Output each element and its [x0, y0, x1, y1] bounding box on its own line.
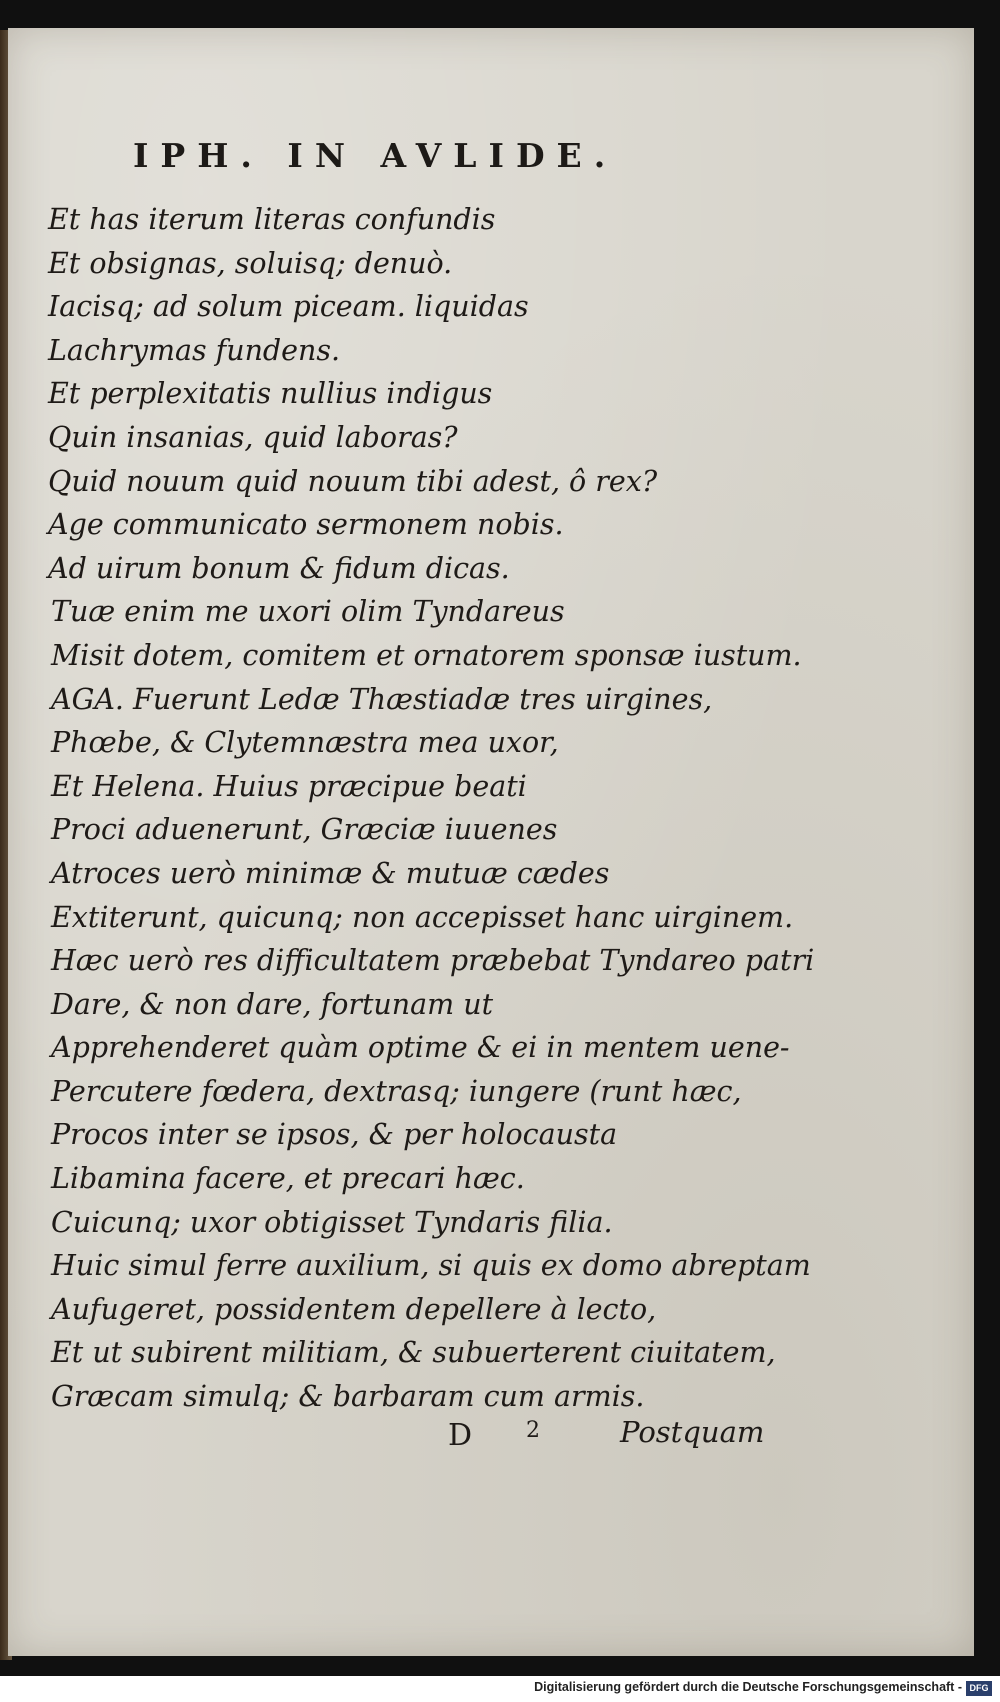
catchword: Postquam	[620, 1415, 765, 1449]
verse-line: Percutere fœdera, dextrasq; iungere (runt hæc,	[51, 1074, 742, 1108]
verse-line: Age communicato sermonem nobis.	[48, 508, 564, 542]
verse-line: Libamina facere, et precari hæc.	[51, 1162, 525, 1196]
dfg-logo: DFG	[966, 1681, 992, 1696]
verse-line: Hæc uerò res difficultatem præbebat Tyndareo patri	[51, 944, 815, 978]
verse-line: Extiterunt, quicunq; non accepisset hanc uirginem.	[51, 900, 794, 934]
verse-line: Quid nouum quid nouum tibi adest, ô rex?	[48, 464, 658, 498]
verse-line: Et has iterum literas confundis	[48, 203, 496, 236]
verse-line: Cuicunq; uxor obtigisset Tyndaris filia.	[51, 1205, 613, 1239]
verse-line: Et obsignas, soluisq; denuò.	[48, 246, 453, 280]
page-number: 2	[526, 1418, 540, 1443]
verse-line: Atroces uerò minimæ & mutuæ cædes	[51, 856, 610, 890]
verse-line: Apprehenderet quàm optime & ei in mentem uene-	[51, 1031, 790, 1065]
verse-line: Iacisq; ad solum piceam. liquidas	[48, 290, 529, 324]
digitization-credit-text: Digitalisierung gefördert durch die Deutsche Forschungsgemeinschaft -	[534, 1680, 962, 1694]
signature-mark: D	[448, 1418, 473, 1453]
verse-line: Proci aduenerunt, Græciæ iuuenes	[51, 813, 558, 847]
verse-line: Et ut subirent militiam, & subuerterent ciuitatem,	[51, 1336, 776, 1370]
running-head: IPH. IN AVLIDE.	[133, 136, 618, 175]
verse-line: Et Helena. Huius præcipue beati	[51, 769, 527, 803]
verse-line: Aufugeret, possidentem depellere à lecto,	[51, 1292, 657, 1326]
verse-line: Huic simul ferre auxilium, si quis ex domo abreptam	[51, 1249, 811, 1283]
verse-line: Dare, & non dare, fortunam ut	[51, 987, 494, 1021]
verse-line: Misit dotem, comitem et ornatorem sponsæ iustum.	[51, 638, 802, 672]
verse-line: Græcam simulq; & barbaram cum armis.	[51, 1380, 645, 1414]
book-page	[8, 28, 974, 1656]
verse-text-block	[48, 198, 815, 1419]
verse-line: Lachrymas fundens.	[48, 333, 341, 367]
verse-line: Quin insanias, quid laboras?	[48, 420, 458, 454]
verse-line: Ad uirum bonum & fidum dicas.	[48, 551, 510, 585]
verse-line: Procos inter se ipsos, & per holocausta	[51, 1118, 618, 1152]
verse-line: Phœbe, & Clytemnæstra mea uxor,	[51, 726, 559, 760]
verse-line: Et perplexitatis nullius indigus	[48, 377, 493, 411]
verse-line: AGA. Fuerunt Ledæ Thæstiadæ tres uirgines,	[51, 682, 713, 716]
digitization-credit-bar	[0, 1676, 1000, 1702]
verse-line: Tuæ enim me uxori olim Tyndareus	[51, 595, 565, 629]
